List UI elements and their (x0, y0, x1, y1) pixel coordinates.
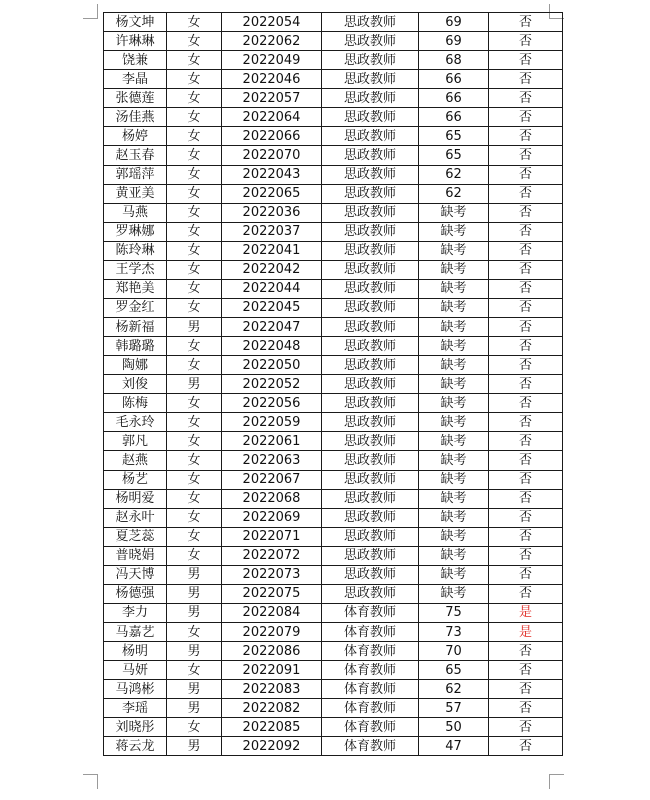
cell-sex: 女 (167, 127, 222, 146)
cell-advance: 否 (489, 356, 563, 375)
cell-name: 冯天博 (104, 565, 167, 584)
cell-position: 思政教师 (322, 394, 419, 413)
cell-position: 体育教师 (322, 603, 419, 622)
cell-advance: 否 (489, 70, 563, 89)
cell-position: 思政教师 (322, 318, 419, 337)
cell-candidate-id: 2022067 (222, 470, 322, 489)
cell-candidate-id: 2022046 (222, 70, 322, 89)
cell-name: 刘晓彤 (104, 718, 167, 737)
cell-score: 缺考 (419, 565, 489, 584)
cell-advance: 否 (489, 146, 563, 165)
cell-score: 66 (419, 89, 489, 108)
cell-name: 赵玉春 (104, 146, 167, 165)
cell-score: 缺考 (419, 451, 489, 470)
cell-score: 62 (419, 680, 489, 699)
cell-name: 马妍 (104, 661, 167, 680)
cell-name: 王学杰 (104, 260, 167, 279)
cell-score: 缺考 (419, 527, 489, 546)
cell-sex: 男 (167, 680, 222, 699)
cell-candidate-id: 2022041 (222, 241, 322, 260)
cell-name: 郑艳美 (104, 279, 167, 298)
cell-name: 汤佳燕 (104, 108, 167, 127)
cell-advance: 否 (489, 661, 563, 680)
cell-candidate-id: 2022059 (222, 413, 322, 432)
cell-advance: 否 (489, 680, 563, 699)
cell-score: 73 (419, 623, 489, 642)
cell-position: 思政教师 (322, 203, 419, 222)
cell-score: 缺考 (419, 222, 489, 241)
cell-name: 杨婷 (104, 127, 167, 146)
table-row (104, 356, 563, 375)
cell-score: 65 (419, 661, 489, 680)
table-row (104, 279, 563, 298)
table-row (104, 508, 563, 527)
table-row (104, 70, 563, 89)
cell-score: 缺考 (419, 508, 489, 527)
crop-mark-bottom-right (549, 774, 564, 789)
cell-candidate-id: 2022061 (222, 432, 322, 451)
cell-sex: 男 (167, 565, 222, 584)
cell-sex: 女 (167, 527, 222, 546)
cell-position: 思政教师 (322, 260, 419, 279)
cell-name: 罗琳娜 (104, 222, 167, 241)
table-row (104, 699, 563, 718)
cell-score: 69 (419, 32, 489, 51)
cell-candidate-id: 2022057 (222, 89, 322, 108)
cell-candidate-id: 2022072 (222, 546, 322, 565)
cell-sex: 女 (167, 623, 222, 642)
cell-score: 缺考 (419, 584, 489, 603)
cell-position: 思政教师 (322, 279, 419, 298)
table-row (104, 661, 563, 680)
cell-advance: 否 (489, 127, 563, 146)
cell-position: 思政教师 (322, 165, 419, 184)
cell-candidate-id: 2022082 (222, 699, 322, 718)
cell-position: 思政教师 (322, 146, 419, 165)
table-row (104, 737, 563, 756)
cell-sex: 女 (167, 13, 222, 32)
cell-name: 陈梅 (104, 394, 167, 413)
cell-candidate-id: 2022056 (222, 394, 322, 413)
cell-position: 体育教师 (322, 661, 419, 680)
cell-position: 思政教师 (322, 584, 419, 603)
cell-candidate-id: 2022069 (222, 508, 322, 527)
cell-position: 思政教师 (322, 565, 419, 584)
table-row (104, 318, 563, 337)
cell-position: 思政教师 (322, 489, 419, 508)
cell-sex: 女 (167, 89, 222, 108)
cell-name: 赵永叶 (104, 508, 167, 527)
cell-position: 思政教师 (322, 89, 419, 108)
cell-sex: 女 (167, 356, 222, 375)
table-row (104, 260, 563, 279)
cell-candidate-id: 2022044 (222, 279, 322, 298)
cell-sex: 女 (167, 241, 222, 260)
cell-advance: 否 (489, 51, 563, 70)
cell-candidate-id: 2022045 (222, 298, 322, 317)
cell-score: 缺考 (419, 241, 489, 260)
cell-advance: 否 (489, 737, 563, 756)
cell-score: 62 (419, 165, 489, 184)
cell-advance: 否 (489, 642, 563, 661)
cell-name: 夏芝蕊 (104, 527, 167, 546)
cell-position: 思政教师 (322, 470, 419, 489)
cell-sex: 女 (167, 279, 222, 298)
cell-score: 缺考 (419, 260, 489, 279)
cell-advance: 否 (489, 298, 563, 317)
cell-advance: 否 (489, 260, 563, 279)
cell-candidate-id: 2022048 (222, 337, 322, 356)
table-row (104, 394, 563, 413)
cell-sex: 女 (167, 260, 222, 279)
table-row (104, 241, 563, 260)
cell-advance: 否 (489, 584, 563, 603)
table-row (104, 298, 563, 317)
table-row (104, 680, 563, 699)
cell-candidate-id: 2022042 (222, 260, 322, 279)
table-row (104, 623, 563, 642)
cell-candidate-id: 2022063 (222, 451, 322, 470)
cell-name: 赵燕 (104, 451, 167, 470)
cell-position: 体育教师 (322, 737, 419, 756)
cell-score: 70 (419, 642, 489, 661)
table-row (104, 642, 563, 661)
cell-score: 缺考 (419, 337, 489, 356)
table-row (104, 127, 563, 146)
cell-name: 毛永玲 (104, 413, 167, 432)
cell-position: 思政教师 (322, 413, 419, 432)
table-row (104, 165, 563, 184)
table-row (104, 51, 563, 70)
cell-sex: 男 (167, 699, 222, 718)
cell-position: 体育教师 (322, 718, 419, 737)
cell-advance: 否 (489, 32, 563, 51)
table-row (104, 489, 563, 508)
cell-name: 韩璐璐 (104, 337, 167, 356)
cell-advance: 否 (489, 718, 563, 737)
cell-sex: 女 (167, 146, 222, 165)
cell-position: 思政教师 (322, 508, 419, 527)
cell-advance: 否 (489, 470, 563, 489)
cell-advance: 否 (489, 203, 563, 222)
cell-name: 张德莲 (104, 89, 167, 108)
cell-candidate-id: 2022075 (222, 584, 322, 603)
cell-sex: 女 (167, 222, 222, 241)
table-row (104, 108, 563, 127)
cell-score: 缺考 (419, 279, 489, 298)
cell-position: 思政教师 (322, 546, 419, 565)
cell-advance: 否 (489, 165, 563, 184)
cell-name: 饶兼 (104, 51, 167, 70)
cell-name: 罗金红 (104, 298, 167, 317)
cell-advance: 否 (489, 184, 563, 203)
cell-advance: 是 (489, 603, 563, 622)
cell-sex: 男 (167, 318, 222, 337)
cell-position: 思政教师 (322, 337, 419, 356)
table-row (104, 470, 563, 489)
cell-score: 69 (419, 13, 489, 32)
cell-name: 陈玲琳 (104, 241, 167, 260)
table-row (104, 146, 563, 165)
cell-advance: 否 (489, 318, 563, 337)
cell-candidate-id: 2022047 (222, 318, 322, 337)
cell-position: 体育教师 (322, 680, 419, 699)
cell-score: 缺考 (419, 356, 489, 375)
cell-sex: 男 (167, 584, 222, 603)
cell-candidate-id: 2022054 (222, 13, 322, 32)
cell-sex: 女 (167, 298, 222, 317)
table-row (104, 337, 563, 356)
cell-sex: 男 (167, 375, 222, 394)
cell-sex: 女 (167, 108, 222, 127)
cell-sex: 女 (167, 451, 222, 470)
cell-score: 68 (419, 51, 489, 70)
cell-advance: 否 (489, 13, 563, 32)
cell-name: 杨文坤 (104, 13, 167, 32)
cell-score: 缺考 (419, 489, 489, 508)
cell-name: 杨新福 (104, 318, 167, 337)
cell-position: 思政教师 (322, 70, 419, 89)
cell-name: 李瑶 (104, 699, 167, 718)
cell-candidate-id: 2022049 (222, 51, 322, 70)
cell-candidate-id: 2022068 (222, 489, 322, 508)
cell-name: 杨明爱 (104, 489, 167, 508)
cell-sex: 女 (167, 337, 222, 356)
cell-advance: 否 (489, 337, 563, 356)
cell-sex: 男 (167, 642, 222, 661)
cell-candidate-id: 2022084 (222, 603, 322, 622)
cell-advance: 否 (489, 89, 563, 108)
cell-score: 缺考 (419, 470, 489, 489)
cell-advance: 否 (489, 222, 563, 241)
cell-advance: 否 (489, 241, 563, 260)
cell-score: 缺考 (419, 318, 489, 337)
cell-advance: 否 (489, 279, 563, 298)
cell-score: 缺考 (419, 298, 489, 317)
cell-score: 缺考 (419, 546, 489, 565)
cell-candidate-id: 2022073 (222, 565, 322, 584)
cell-score: 66 (419, 70, 489, 89)
cell-score: 47 (419, 737, 489, 756)
cell-name: 刘俊 (104, 375, 167, 394)
cell-sex: 女 (167, 661, 222, 680)
cell-sex: 女 (167, 718, 222, 737)
table-row (104, 32, 563, 51)
cell-name: 马嘉艺 (104, 623, 167, 642)
cell-advance: 否 (489, 451, 563, 470)
cell-score: 65 (419, 146, 489, 165)
cell-candidate-id: 2022065 (222, 184, 322, 203)
cell-candidate-id: 2022092 (222, 737, 322, 756)
cell-name: 马燕 (104, 203, 167, 222)
cell-score: 62 (419, 184, 489, 203)
cell-advance: 否 (489, 527, 563, 546)
cell-name: 李力 (104, 603, 167, 622)
cell-sex: 女 (167, 70, 222, 89)
cell-score: 缺考 (419, 413, 489, 432)
cell-position: 思政教师 (322, 298, 419, 317)
cell-sex: 男 (167, 603, 222, 622)
cell-candidate-id: 2022070 (222, 146, 322, 165)
cell-score: 缺考 (419, 432, 489, 451)
cell-advance: 否 (489, 489, 563, 508)
cell-advance: 否 (489, 108, 563, 127)
table-row (104, 565, 563, 584)
cell-position: 思政教师 (322, 222, 419, 241)
cell-name: 黄亚美 (104, 184, 167, 203)
cell-name: 郭凡 (104, 432, 167, 451)
table-row (104, 718, 563, 737)
cell-name: 李晶 (104, 70, 167, 89)
cell-name: 马鸿彬 (104, 680, 167, 699)
cell-candidate-id: 2022037 (222, 222, 322, 241)
cell-sex: 女 (167, 470, 222, 489)
cell-name: 普晓娟 (104, 546, 167, 565)
cell-sex: 女 (167, 165, 222, 184)
cell-position: 思政教师 (322, 127, 419, 146)
cell-sex: 女 (167, 432, 222, 451)
table-row (104, 413, 563, 432)
cell-position: 体育教师 (322, 642, 419, 661)
cell-position: 思政教师 (322, 108, 419, 127)
cell-score: 缺考 (419, 394, 489, 413)
table-row (104, 184, 563, 203)
cell-sex: 女 (167, 51, 222, 70)
cell-name: 杨德强 (104, 584, 167, 603)
cell-candidate-id: 2022086 (222, 642, 322, 661)
cell-advance: 否 (489, 394, 563, 413)
cell-candidate-id: 2022062 (222, 32, 322, 51)
cell-candidate-id: 2022052 (222, 375, 322, 394)
cell-position: 体育教师 (322, 699, 419, 718)
cell-candidate-id: 2022050 (222, 356, 322, 375)
cell-candidate-id: 2022064 (222, 108, 322, 127)
cell-sex: 女 (167, 203, 222, 222)
crop-mark-bottom-left (83, 774, 98, 789)
cell-candidate-id: 2022036 (222, 203, 322, 222)
cell-score: 缺考 (419, 375, 489, 394)
table-row (104, 451, 563, 470)
cell-candidate-id: 2022079 (222, 623, 322, 642)
cell-position: 思政教师 (322, 527, 419, 546)
cell-advance: 否 (489, 699, 563, 718)
cell-sex: 女 (167, 489, 222, 508)
results-table-body (104, 13, 563, 756)
table-row (104, 584, 563, 603)
cell-score: 66 (419, 108, 489, 127)
cell-sex: 男 (167, 737, 222, 756)
cell-position: 思政教师 (322, 51, 419, 70)
cell-name: 郭瑶萍 (104, 165, 167, 184)
cell-name: 陶娜 (104, 356, 167, 375)
cell-sex: 女 (167, 546, 222, 565)
cell-name: 许琳琳 (104, 32, 167, 51)
cell-position: 体育教师 (322, 623, 419, 642)
cell-sex: 女 (167, 508, 222, 527)
table-row (104, 89, 563, 108)
crop-mark-top-left (83, 4, 98, 19)
cell-sex: 女 (167, 184, 222, 203)
cell-advance: 否 (489, 508, 563, 527)
cell-position: 思政教师 (322, 432, 419, 451)
table-row (104, 222, 563, 241)
table-row (104, 546, 563, 565)
table-row (104, 432, 563, 451)
cell-advance: 否 (489, 565, 563, 584)
table-row (104, 527, 563, 546)
cell-sex: 女 (167, 394, 222, 413)
cell-position: 思政教师 (322, 184, 419, 203)
cell-name: 杨艺 (104, 470, 167, 489)
cell-position: 思政教师 (322, 451, 419, 470)
cell-score: 65 (419, 127, 489, 146)
cell-candidate-id: 2022066 (222, 127, 322, 146)
table-row (104, 203, 563, 222)
cell-candidate-id: 2022071 (222, 527, 322, 546)
cell-candidate-id: 2022083 (222, 680, 322, 699)
cell-score: 缺考 (419, 203, 489, 222)
cell-sex: 女 (167, 413, 222, 432)
cell-score: 57 (419, 699, 489, 718)
cell-position: 思政教师 (322, 13, 419, 32)
cell-position: 思政教师 (322, 241, 419, 260)
results-table (103, 12, 563, 756)
cell-advance: 否 (489, 546, 563, 565)
cell-name: 杨明 (104, 642, 167, 661)
cell-position: 思政教师 (322, 32, 419, 51)
cell-name: 蒋云龙 (104, 737, 167, 756)
cell-candidate-id: 2022091 (222, 661, 322, 680)
cell-advance: 否 (489, 375, 563, 394)
cell-candidate-id: 2022043 (222, 165, 322, 184)
table-row (104, 375, 563, 394)
cell-sex: 女 (167, 32, 222, 51)
cell-candidate-id: 2022085 (222, 718, 322, 737)
cell-advance: 否 (489, 413, 563, 432)
cell-score: 50 (419, 718, 489, 737)
cell-position: 思政教师 (322, 375, 419, 394)
cell-advance: 否 (489, 432, 563, 451)
table-row (104, 13, 563, 32)
table-row (104, 603, 563, 622)
cell-advance: 是 (489, 623, 563, 642)
cell-position: 思政教师 (322, 356, 419, 375)
cell-score: 75 (419, 603, 489, 622)
